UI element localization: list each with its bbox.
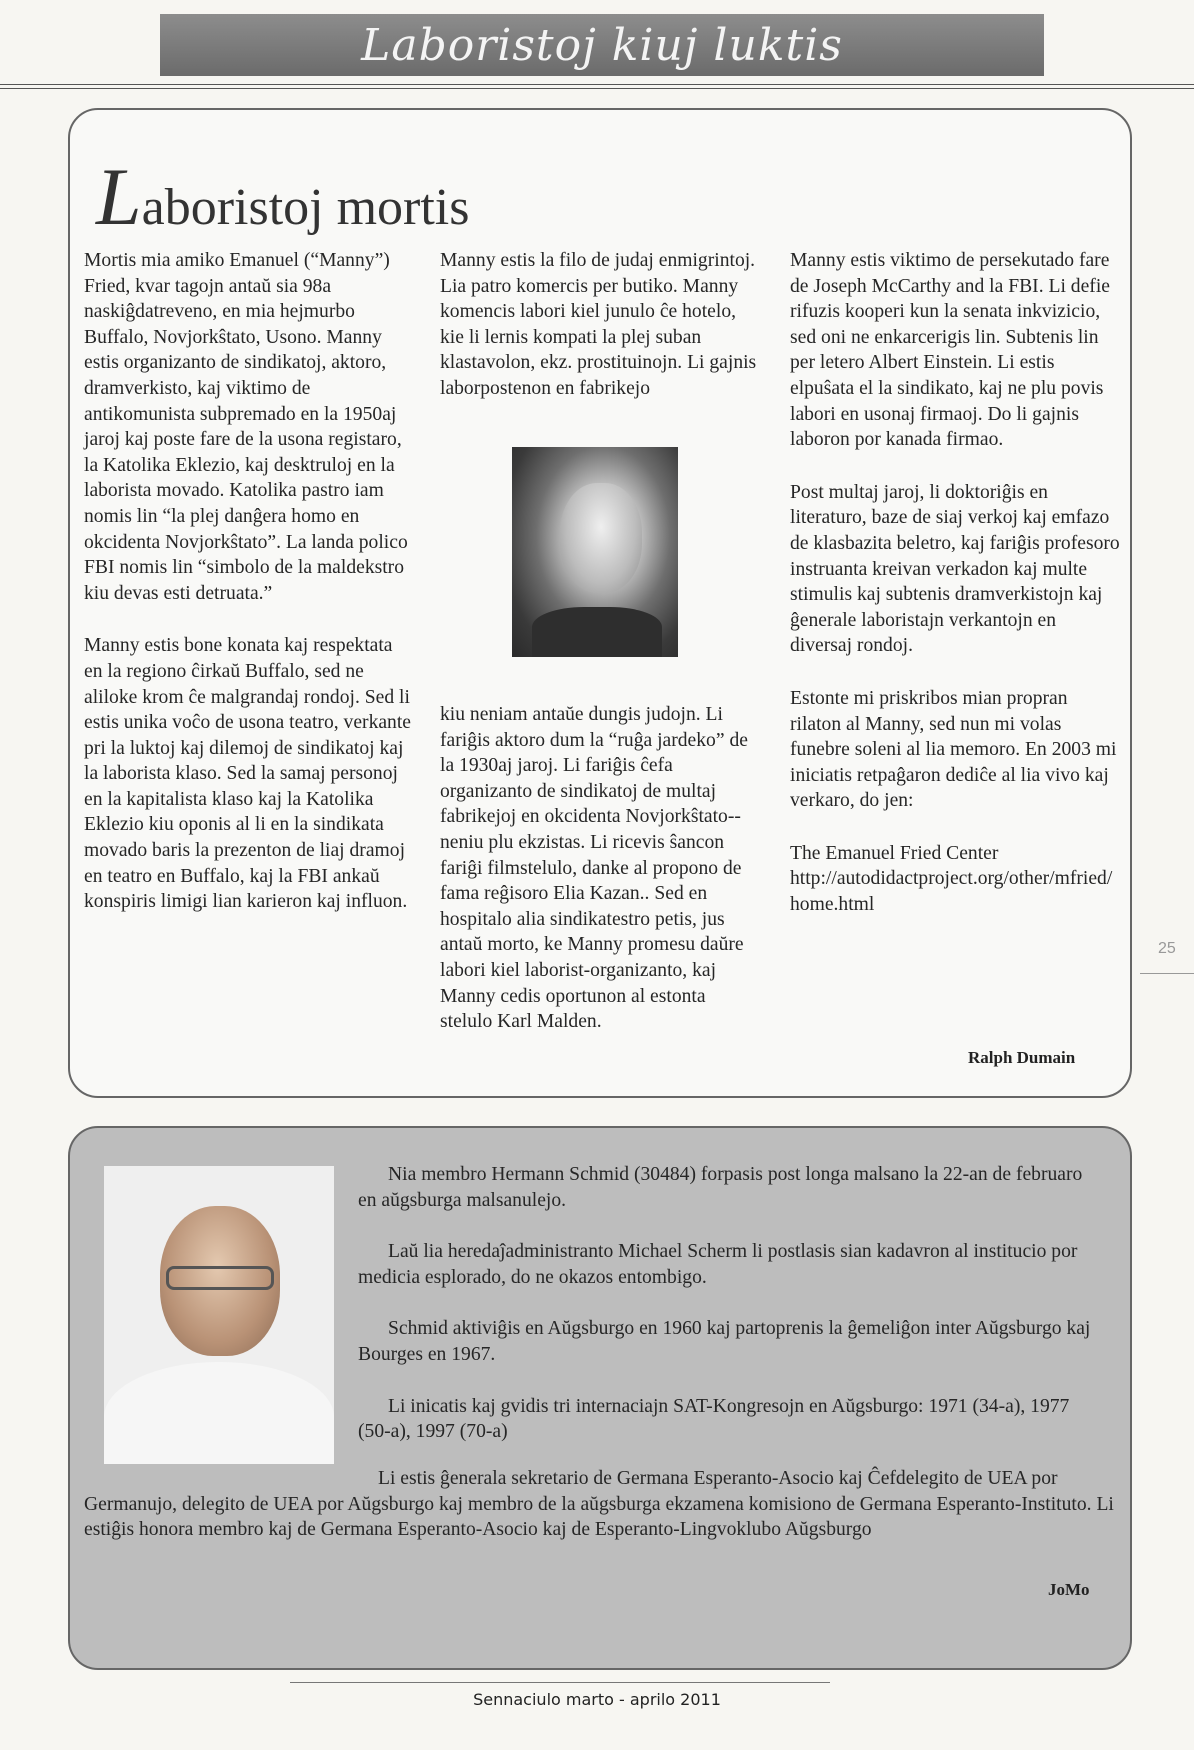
header-rule-2 bbox=[0, 88, 1194, 89]
center-url[interactable]: http://autodidactproject.org/other/mfried/home.html bbox=[790, 868, 1113, 916]
article-column-3 bbox=[790, 248, 1120, 918]
article-column-1 bbox=[84, 248, 414, 942]
paragraph: Manny estis la filo de judaj enmigrintoj. Lia patro komercis per butiko. Manny komencis labori kiel junulo ĉe hotelo, kie li lernis kompati la plej suban klastavolon, ekz. prostituinojn. Li gajnis laborpostenon en fabrikejo bbox=[440, 250, 757, 399]
section-header bbox=[160, 14, 1044, 76]
page-footer: Sennaciulo marto - aprilo 2011 bbox=[473, 1690, 721, 1709]
portrait-face bbox=[560, 483, 642, 593]
header-rule bbox=[0, 84, 1194, 85]
obituary-text-wide bbox=[84, 1466, 1114, 1543]
author-signature: Ralph Dumain bbox=[968, 1048, 1076, 1067]
paragraph: Mortis mia amiko Emanuel (“Manny”) Fried, kvar tagojn antaŭ sia 98a naskiĝdatreveno, en mia hejmurbo Buffalo, Novjorkŝtato, Usono. Manny estis organizanto de sindikatoj, aktoro, dramverkisto, kaj viktimo de antikomunista subpremado en la 1950aj jaroj kaj poste fare de la usona registaro, la Katolika Eklezio, kaj desktruloj en la laborista movado. Katolika pastro iam nomis lin “la plej danĝera homo en okcidenta Novjorkŝtato”. La landa polico FBI nomis lin “simbolo de la maldekstro kiu devas esti detruata.” bbox=[84, 250, 408, 604]
portrait-shirt bbox=[104, 1362, 334, 1464]
portrait-glasses bbox=[166, 1266, 274, 1290]
paragraph: Manny estis viktimo de persekutado fare de Joseph McCarthy and la FBI. Li defie rifuzis kooperi kun la senata inkvizicio, sed oni ne enkarcerigis lin. Subtenis lin per letero Albert Einstein. Li estis elpuŝata el la sindikato, kaj ne plu povis labori en usonaj firmaoj. Do li gajnis laboron por kanada firmao. bbox=[790, 250, 1110, 451]
footer-rule bbox=[290, 1682, 830, 1683]
article-column-2-bottom bbox=[440, 702, 758, 1062]
paragraph: Estonte mi priskribos mian propran rilaton al Manny, sed nun mi volas funebre soleni al lia memoro. En 2003 mi iniciatis retpaĝaron dediĉe al lia vivo kaj verkaro, do jen: bbox=[790, 687, 1117, 812]
paragraph: Manny estis bone konata kaj respektata en la regiono ĉirkaŭ Buffalo, sed ne aliloke krom ĉe malgrandaj rondoj. Sed li estis unika voĉo de usona teatro, verkante pri la luktoj kaj dilemoj de sindikatoj kaj la laborista klaso. Sed la samaj personoj en la kapitalista klaso kaj la Katolika Eklezio kiu oponis al li en la sindikata movado baris la prezenton de liaj dramoj en teatro en Buffalo, kaj la FBI ankaŭ konspiris limigi lian karieron kaj influon. bbox=[84, 635, 411, 913]
page-number: 25 bbox=[1158, 940, 1176, 957]
article-column-2-top bbox=[440, 248, 758, 429]
center-name: The Emanuel Fried Center bbox=[790, 842, 999, 864]
portrait-photo-schmid bbox=[104, 1166, 334, 1464]
article-title bbox=[96, 150, 469, 244]
obituary-text bbox=[358, 1162, 1098, 1471]
paragraph: kiu neniam antaŭe dungis judojn. Li fariĝis aktoro dum la “ruĝa jardeko” de la 1930aj jaroj. Li fariĝis ĉefa organizanto de sindikatoj de multaj fabrikejoj en okcidenta Novjorkŝtato--neniu plu ekzistas. Li ricevis ŝancon fariĝi filmstelulo, danke al propono de fama reĝisoro Elia Kazan.. Sed en hospitalo alia sindikatestro petis, jus antaŭ morto, ke Manny promesu daŭre labori kiel laborist-organizanto, kaj Manny cedis oportunon al estonta stelulo Karl Malden. bbox=[440, 704, 748, 1033]
title-rest: aboristoj mortis bbox=[141, 179, 470, 236]
page-number-rule bbox=[1140, 973, 1194, 974]
paragraph: Post multaj jaroj, li doktoriĝis en literaturo, baze de siaj verkoj kaj emfazo de klasbazita beletro, kaj fariĝis profesoro instruanta kreivan verkadon kaj multe stimulis kaj subtenis dramverkistojn kaj ĝenerale laboristajn verkantojn en diversaj rondoj. bbox=[790, 481, 1120, 657]
author-signature: JoMo bbox=[1048, 1580, 1090, 1599]
portrait-shirt bbox=[532, 607, 662, 657]
title-initial: L bbox=[96, 151, 142, 242]
paragraph: Nia membro Hermann Schmid (30484) forpasis post longa malsano la 22-an de februaro en aŭgsburga malsanulejo. bbox=[358, 1164, 1083, 1211]
paragraph: Li inicatis kaj gvidis tri internaciajn SAT-Kongresojn en Aŭgsburgo: 1971 (34-a), 1977 (50-a), 1997 (70-a) bbox=[358, 1395, 1070, 1443]
portrait-photo-fried bbox=[512, 447, 678, 657]
paragraph: Li estis ĝenerala sekretario de Germana Esperanto-Asocio kaj Ĉefdelegito de UEA por Germanujo, delegito de UEA por Aŭgsburgo kaj membro de la aŭgsburga ekzamena komisiono de Germana Esperanto-Instituto. Li estiĝis honora membro kaj de Germana Esperanto-Asocio kaj de Esperanto-Lingvoklubo Aŭgsburgo bbox=[84, 1468, 1114, 1541]
paragraph: Laŭ lia heredaĵadministranto Michael Scherm li postlasis sian kadavron al institucio por medicia esplorado, do ne okazos entombigo. bbox=[358, 1241, 1078, 1288]
section-title: Laboristoj kiuj luktis bbox=[361, 19, 843, 71]
paragraph: Schmid aktiviĝis en Aŭgsburgo en 1960 kaj partoprenis la ĝemeliĝon inter Aŭgsburgo kaj Bourges en 1967. bbox=[358, 1318, 1091, 1365]
